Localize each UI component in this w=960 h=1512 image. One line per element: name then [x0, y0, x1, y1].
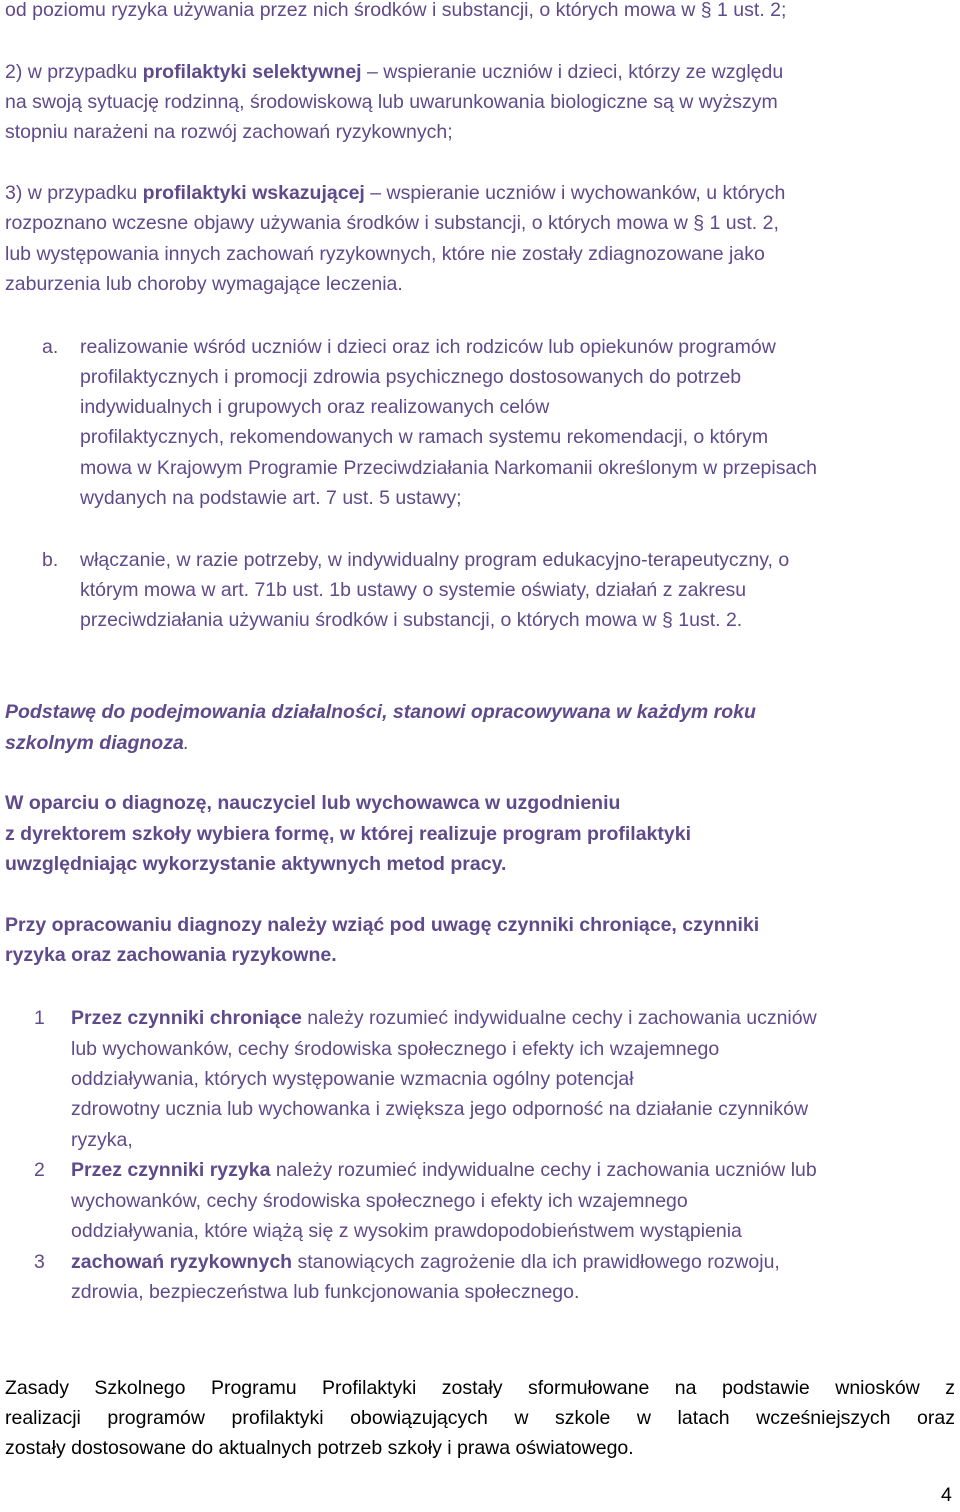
list-item-rest: należy rozumieć indywidualne cechy i zachowania uczniów — [301, 1007, 817, 1029]
list-item-bold: Przez czynniki chroniące — [71, 1007, 302, 1029]
list-item-line1 — [71, 1247, 780, 1277]
sub-a-marker: a. — [42, 336, 59, 358]
item2-line3: stopniu narażeni na rozwój zachowań ryzykownych; — [5, 121, 453, 143]
sub-b-line: przeciwdziałania używaniu środków i substancji, o których mowa w § 1ust. 2. — [80, 609, 743, 631]
item3-line1 — [5, 178, 785, 208]
intro-tail-line: od poziomu ryzyka używania przez nich środków i substancji, o których mowa w § 1 ust. 2; — [5, 0, 787, 21]
item3-rest: – wspieranie uczniów i wychowanków, u których — [364, 182, 786, 204]
list-item-line: zdrowotny ucznia lub wychowanka i zwiększa jego odporność na działanie czynników — [71, 1098, 809, 1120]
list-item-rest: należy rozumieć indywidualne cechy i zachowania uczniów lub — [270, 1159, 817, 1181]
list-number: 1 — [34, 1007, 45, 1029]
factors-intro-line: ryzyka oraz zachowania ryzykowne. — [5, 944, 337, 966]
list-item-bold: Przez czynniki ryzyka — [71, 1159, 271, 1181]
list-number: 2 — [34, 1159, 45, 1181]
item3-line4: zaburzenia lub choroby wymagające leczenia. — [5, 273, 403, 295]
list-item-line: oddziaływania, które wiążą się z wysokim prawdopodobieństwem wystąpienia — [71, 1220, 742, 1242]
item3-line3: lub występowania innych zachowań ryzykownych, które nie zostały zdiagnozowane jako — [5, 243, 765, 265]
list-item-line: oddziaływania, których występowanie wzmacnia ogólny potencjał — [71, 1068, 634, 1090]
choice-line: z dyrektorem szkoły wybiera formę, w której realizuje program profilaktyki — [5, 823, 691, 845]
list-item-line: wychowanków, cechy środowiska społecznego i efekty ich wzajemnego — [71, 1190, 688, 1212]
sub-a-line: realizowanie wśród uczniów i dzieci oraz ich rodziców lub opiekunów programów — [80, 336, 776, 358]
item2-line1 — [5, 57, 783, 87]
closing-line: realizacji programów profilaktyki obowiązujących w szkole w latach wcześniejszych oraz — [5, 1407, 955, 1429]
item2-bold-term: profilaktyki selektywnej — [142, 61, 362, 83]
item3-line2: rozpoznano wczesne objawy używania środków i substancji, o których mowa w § 1 ust. 2, — [5, 212, 779, 234]
sub-a-line: profilaktycznych i promocji zdrowia psychicznego dostosowanych do potrzeb — [80, 366, 742, 388]
list-item-bold: zachowań ryzykownych — [71, 1251, 293, 1273]
closing-line: zostały dostosowane do aktualnych potrzeb szkoły i prawa oświatowego. — [5, 1437, 634, 1459]
closing-line: Zasady Szkolnego Programu Profilaktyki zostały sformułowane na podstawie wniosków z — [5, 1377, 955, 1399]
sub-a-line: wydanych na podstawie art. 7 ust. 5 ustawy; — [80, 487, 462, 509]
choice-line: uwzględniając wykorzystanie aktywnych metod pracy. — [5, 853, 507, 875]
item2-rest: – wspieranie uczniów i dzieci, którzy ze względu — [361, 61, 784, 83]
item3-prefix: 3) w przypadku — [5, 182, 143, 204]
list-item-line: zdrowia, bezpieczeństwa lub funkcjonowania społecznego. — [71, 1281, 580, 1303]
sub-a-line: profilaktycznych, rekomendowanych w ramach systemu rekomendacji, o którym — [80, 426, 769, 448]
list-item-line: ryzyka, — [71, 1129, 133, 1151]
diagnosis-line1: Podstawę do podejmowania działalności, stanowi opracowywana w każdym roku — [5, 701, 756, 723]
sub-b-line: włączanie, w razie potrzeby, w indywidualny program edukacyjno-terapeutyczny, o — [80, 549, 790, 571]
list-number: 3 — [34, 1251, 45, 1273]
item2-prefix: 2) w przypadku — [5, 61, 143, 83]
diagnosis-line2 — [5, 728, 189, 758]
list-item-line1 — [71, 1003, 817, 1033]
choice-line: W oparciu o diagnozę, nauczyciel lub wychowawca w uzgodnieniu — [5, 792, 621, 814]
list-item-line1 — [71, 1155, 817, 1185]
item3-bold-term: profilaktyki wskazującej — [142, 182, 365, 204]
sub-a-line: mowa w Krajowym Programie Przeciwdziałania Narkomanii określonym w przepisach — [80, 457, 817, 479]
item2-line2: na swoją sytuację rodzinną, środowiskową lub uwarunkowania biologiczne są w wyższym — [5, 91, 778, 113]
page-number: 4 — [941, 1484, 952, 1506]
list-item-line: lub wychowanków, cechy środowiska społecznego i efekty ich wzajemnego — [71, 1038, 720, 1060]
diagnosis-period: . — [183, 732, 190, 754]
sub-b-line: którym mowa w art. 71b ust. 1b ustawy o systemie oświaty, działań z zakresu — [80, 579, 747, 601]
diagnosis-term: szkolnym diagnoza — [5, 732, 184, 754]
sub-b-marker: b. — [42, 549, 59, 571]
factors-intro-line: Przy opracowaniu diagnozy należy wziąć pod uwagę czynniki chroniące, czynniki — [5, 914, 760, 936]
sub-a-line: indywidualnych i grupowych oraz realizowanych celów — [80, 396, 550, 418]
list-item-rest: stanowiących zagrożenie dla ich prawidłowego rozwoju, — [292, 1251, 780, 1273]
